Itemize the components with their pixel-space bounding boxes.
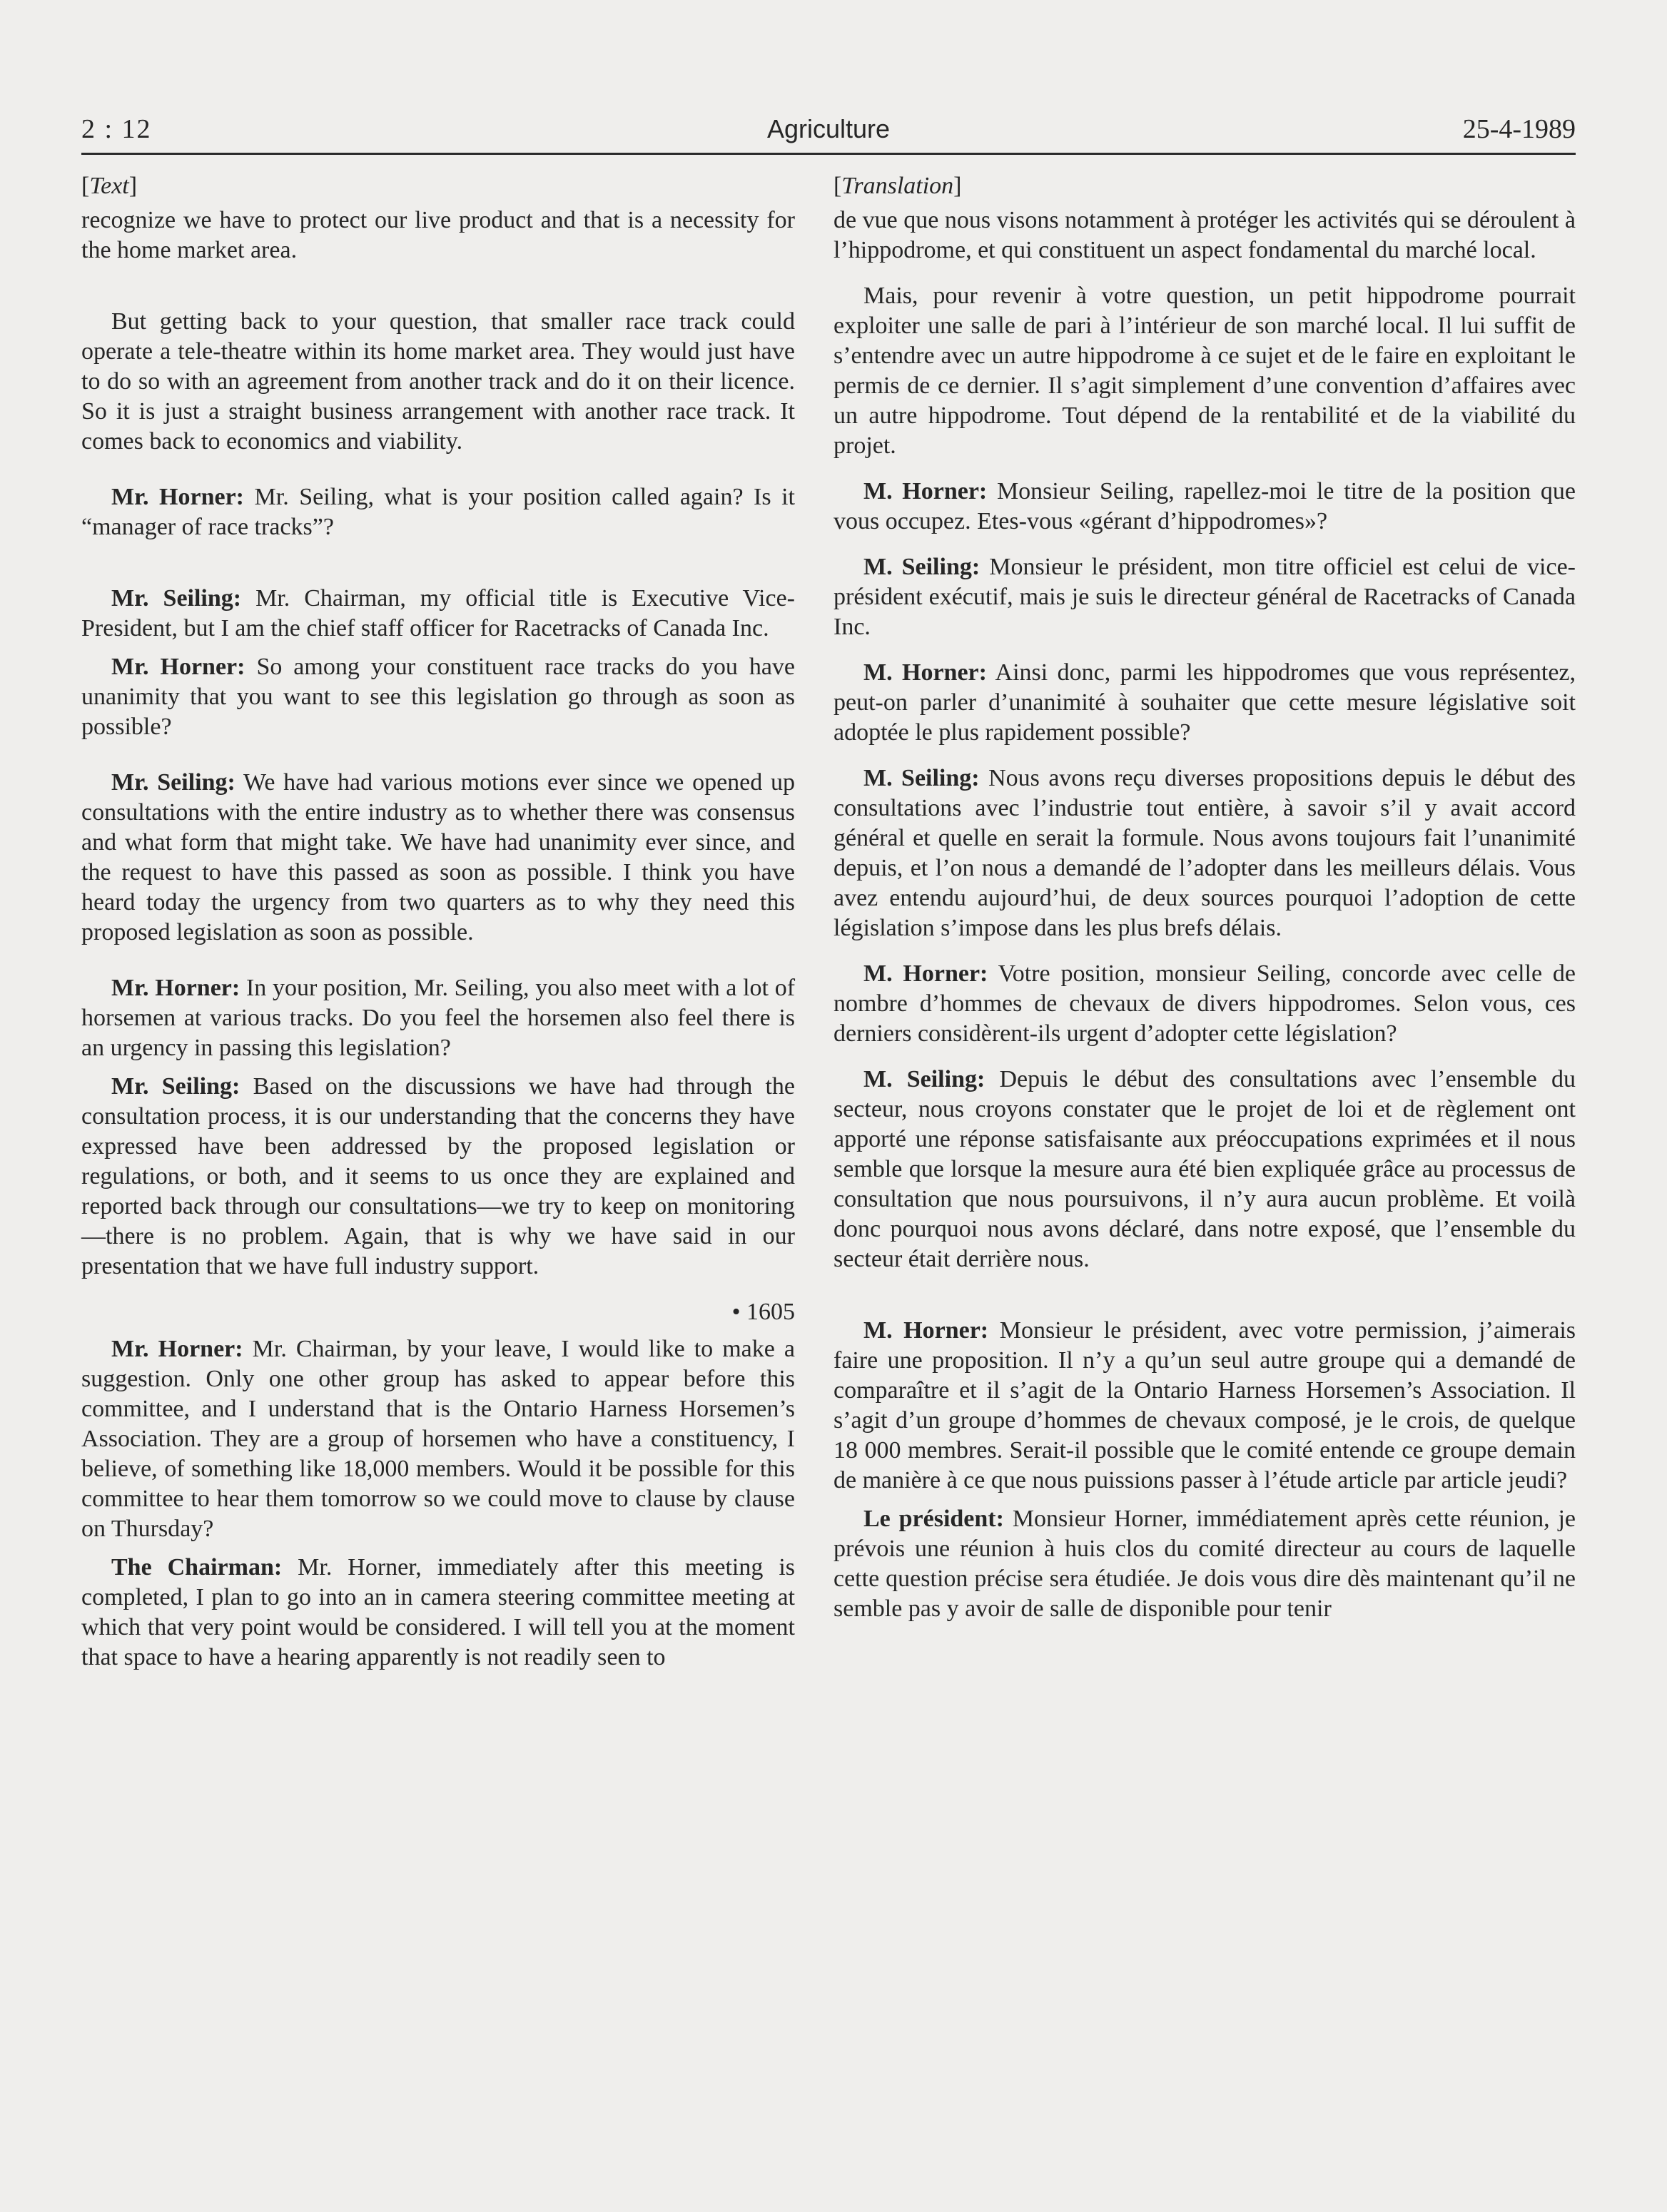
paragraph	[81, 1072, 795, 1282]
running-title: Agriculture	[766, 114, 891, 143]
speaker-name: M. Horner:	[863, 478, 988, 504]
paragraph-text: Mr. Seiling, what is your position called again? Is it “manager of race tracks”?	[81, 484, 795, 540]
paragraph-text: de vue que nous visons notamment à protéger les activités qui se déroulent à l’hippodrome, et qui constituent un aspect fondamental du marché local.	[834, 207, 1576, 263]
paragraph-text: Monsieur le président, mon titre officiel est celui de vice-président exécutif, mais je suis le directeur général de Racetracks of Canada Inc.	[834, 554, 1576, 640]
paragraph-text: Monsieur le président, avec votre permission, j’aimerais faire une proposition. Il n’y a qu’un seul autre groupe qui a demandé de comparaître et il s’agit de la Ontario Harness Horsemen’s Association. Il s’agit d’un groupe d’hommes de chevaux composé, je le crois, de quelque 18 000 membres. Serait-il possible que le comité entende ce groupe demain de manière à ce que nous puissions passer à l’étude article par article jeudi?	[834, 1317, 1576, 1493]
paragraph-text: But getting back to your question, that smaller race track could operate a tele-theatre within its home market area. They would just have to do so with an agreement from another track and do it on their licence. So it is just a straight business arrangement with another race track. It comes back to economics and viability.	[81, 308, 795, 455]
page-header	[81, 113, 1576, 155]
paragraph-text: Depuis le début des consultations avec l’ensemble du secteur, nous croyons constater que le projet de loi et de règlement ont apporté une réponse satisfaisante aux préoccupations exprimées et il nous semble que lorsque la mesure aura été bien expliquée grâce au processus de consultation que nous poursuivons, il n’y aura aucun problème. Et voilà donc pourquoi nous avons déclaré, dans notre exposé, que l’ensemble du secteur était derrière nous.	[834, 1066, 1576, 1272]
paragraph-text: So among your constituent race tracks do you have unanimity that you want to see this legislation go through as soon as possible?	[81, 654, 795, 740]
speaker-name: Mr. Seiling:	[111, 769, 235, 796]
paragraph-text: recognize we have to protect our live product and that is a necessity for the home market area.	[81, 207, 795, 263]
speaker-name: M. Seiling:	[863, 765, 980, 791]
timestamp: • 1605	[81, 1297, 795, 1327]
paragraph	[834, 658, 1576, 748]
paragraph-text: Nous avons reçu diverses propositions depuis le début des consultations avec l’industrie tout entière, à savoir s’il y avait accord général et quelle en serait la formule. Nous avons toujours fait l’unanimité depuis, et l’on nous a demandé de l’adopter dans les meilleurs délais. Vous avez entendu aujourd’hui, de deux sources pourquoi l’adoption de cette législation s’impose dans les plus brefs délais.	[834, 765, 1576, 941]
paragraph	[834, 1065, 1576, 1274]
paragraph-text: Mr. Chairman, my official title is Executive Vice-President, but I am the chief staff officer for Racetracks of Canada Inc.	[81, 585, 795, 641]
paragraph	[81, 206, 795, 265]
paragraph-text: In your position, Mr. Seiling, you also meet with a lot of horsemen at various tracks. Do you feel the horsemen also feel there is an urgency in passing this legislation?	[81, 975, 796, 1061]
paragraph	[81, 1334, 795, 1544]
paragraph	[834, 1316, 1576, 1496]
french-column	[834, 171, 1576, 1624]
paragraph-text: Mais, pour revenir à votre question, un petit hippodrome pourrait exploiter une salle de pari à l’intérieur de son marché local. Il lui suffit de s’entendre avec un autre hippodrome à ce sujet et de le faire en exploitant le permis de ce dernier. Il s’agit simplement d’une convention d’affaires avec un autre hippodrome. Tout dépend de la rentabilité et de la viabilité du projet.	[834, 283, 1576, 459]
speaker-name: The Chairman:	[111, 1554, 283, 1581]
paragraph	[81, 307, 795, 457]
paragraph	[834, 959, 1576, 1049]
paragraph	[81, 584, 795, 644]
paragraph	[81, 1553, 795, 1673]
paragraph	[834, 763, 1576, 943]
paragraph	[834, 552, 1576, 642]
speaker-name: M. Horner:	[863, 960, 988, 987]
paragraph	[81, 768, 795, 948]
paragraph-text: Mr. Chairman, by your leave, I would like to make a suggestion. Only one other group has asked to appear before this committee, and I understand that is the Ontario Harness Horsemen’s Association. They are a group of horsemen who have a constituency, I believe, of something like 18,000 members. Would it be possible for this committee to hear them tomorrow so we could move to clause by clause on Thursday?	[81, 1336, 796, 1542]
paragraph-text: Monsieur Seiling, rapellez-moi le titre de la position que vous occupez. Etes-vous «gérant d’hippodromes»?	[834, 478, 1576, 534]
paragraph-text: We have had various motions ever since we opened up consultations with the entire industry as to whether there was consensus and what form that might take. We have had unanimity ever since, and the request to have this passed as soon as possible. I think you have heard today the urgency from two quarters as to why they need this proposed legislation as soon as possible.	[81, 769, 795, 945]
paragraph	[834, 281, 1576, 461]
paragraph-text: Monsieur Horner, immédiatement après cette réunion, je prévois une réunion à huis clos du comité directeur au cours de laquelle cette question précise sera étudiée. Je dois vous dire dès maintenant qu’il ne semble pas y avoir de salle de disponible pour tenir	[834, 1506, 1576, 1622]
speaker-name: Mr. Horner:	[111, 1336, 243, 1362]
speaker-name: Mr. Horner:	[111, 484, 245, 510]
paragraph	[834, 1504, 1576, 1624]
paragraph	[834, 477, 1576, 537]
column-label-text: [ Text ]	[81, 171, 795, 201]
paragraph-text: Based on the discussions we have had through the consultation process, it is our understanding that the concerns they have expressed have been addressed by the proposed legislation or regulations, or both, and it seems to us once they are explained and reported back through our consultations—we try to keep on monitoring—there is no problem. Again, that is why we have said in our presentation that we have full industry support.	[81, 1073, 795, 1279]
paragraph-text: Mr. Horner, immediately after this meeting is completed, I plan to go into an in camera steering committee meeting at which that very point would be considered. I will tell you at the moment that space to have a hearing apparently is not readily seen to	[81, 1554, 795, 1670]
page-number: 2 : 12	[81, 114, 152, 144]
paragraph-text: Ainsi donc, parmi les hippodromes que vous représentez, peut-on parler d’unanimité à souhaiter que cette mesure législative soit adoptée le plus rapidement possible?	[834, 659, 1576, 746]
paragraph	[81, 652, 795, 742]
column-label-translation: [ Translation ]	[834, 171, 1576, 201]
speaker-name: M. Horner:	[863, 659, 987, 686]
speaker-name: Mr. Horner:	[111, 975, 240, 1001]
paragraph-text: Votre position, monsieur Seiling, concorde avec celle de nombre d’hommes de chevaux de divers hippodromes. Selon vous, ces derniers considèrent-ils urgent d’adopter cette législation?	[834, 960, 1576, 1047]
speaker-name: M. Seiling:	[863, 1066, 985, 1092]
speaker-name: M. Horner:	[863, 1317, 989, 1344]
paragraph	[81, 482, 795, 542]
speaker-name: Le président:	[863, 1506, 1004, 1532]
speaker-name: Mr. Horner:	[111, 654, 245, 680]
speaker-name: Mr. Seiling:	[111, 1073, 240, 1100]
english-column	[81, 171, 795, 1673]
speaker-name: M. Seiling:	[863, 554, 981, 580]
paragraph	[81, 973, 795, 1063]
paragraph	[834, 206, 1576, 265]
speaker-name: Mr. Seiling:	[111, 585, 242, 612]
header-date: 25-4-1989	[1462, 114, 1576, 144]
